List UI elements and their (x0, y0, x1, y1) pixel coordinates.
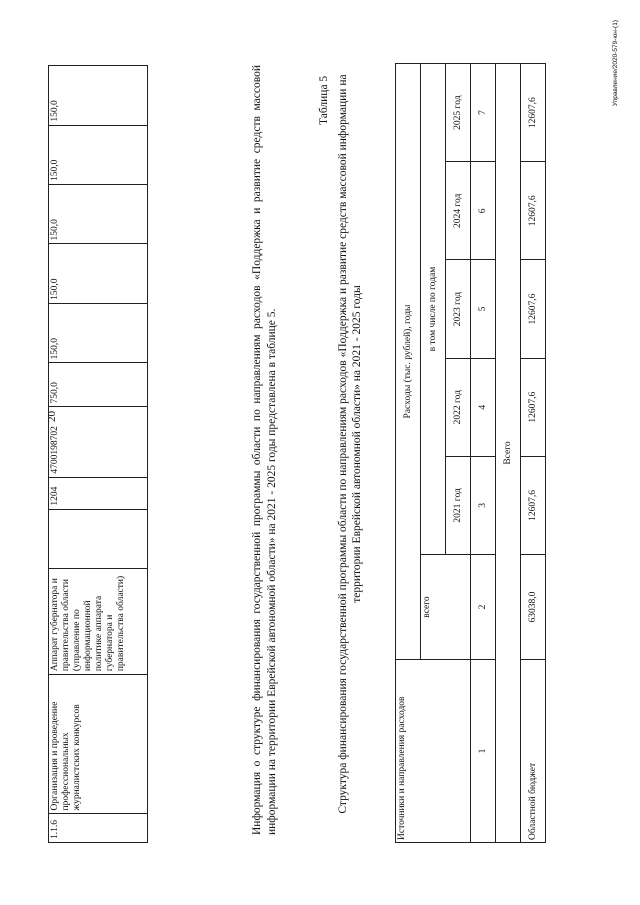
header-sources: Источники и направления расходов (396, 660, 471, 843)
header-year: 2023 год (446, 260, 471, 358)
section-row (496, 64, 521, 843)
col-num: 7 (471, 64, 496, 162)
header-costs: Расходы (тыс. рублей), годы (396, 64, 421, 660)
header-total: всего (421, 555, 471, 660)
row-name (49, 675, 148, 814)
row-label: Областной бюджет (521, 660, 546, 843)
row-total: 750,0 (49, 363, 148, 407)
table-caption: Структура финансирования государственной программы области по направлениям расходов «Поддержка и развитие средств массовой информации на территории Еврейской автономной области» на 2021 - 2025 годы (337, 74, 363, 814)
row-empty-cell (49, 509, 148, 569)
table-label: Таблица 5 (318, 75, 330, 125)
row-executor: Аппарат губернатора и правительства области (управление по информационной политике аппарата губернатора и правительства области) (49, 569, 148, 675)
row-value-2023: 12607,6 (521, 260, 546, 358)
table-row (521, 64, 546, 843)
row-value-total: 63038,0 (521, 555, 546, 660)
header-row (396, 64, 421, 843)
row-2025: 150,0 (49, 66, 148, 126)
row-2023: 150,0 (49, 185, 148, 244)
row-2022: 150,0 (49, 244, 148, 303)
header-year: 2025 год (446, 64, 471, 162)
document-id: Управление/2020-579-юн-(1) (612, 20, 619, 107)
row-code-section: 1204 (49, 477, 148, 509)
info-paragraph: Информация о структуре финансирования государственной программы области по направлениям расходов «Поддержка и развитие средств массовой информации на территории Еврейской автономной области» на 2021 - 2025 годы представлена в таблице 5. (251, 65, 278, 835)
col-num: 4 (471, 358, 496, 456)
header-year: 2024 год (446, 162, 471, 260)
row-2021: 150,0 (49, 303, 148, 362)
section-total-label: Всего (496, 64, 521, 843)
column-numbers-row (471, 64, 496, 843)
page-number: 20 (46, 411, 58, 422)
row-value-2025: 12607,6 (521, 64, 546, 162)
col-num: 5 (471, 260, 496, 358)
row-value-2022: 12607,6 (521, 358, 546, 456)
header-year: 2021 год (446, 456, 471, 554)
row-2024: 150,0 (49, 125, 148, 184)
col-num: 6 (471, 162, 496, 260)
row-value-2021: 12607,6 (521, 456, 546, 554)
header-by-years: в том числе по годам (421, 64, 446, 555)
row-code-target: 4700198702 (49, 407, 148, 477)
row-name-text: Организация и проведение профессиональных журналистских конкурсов (50, 701, 82, 811)
row-number: 1.1.6 (49, 814, 148, 843)
col-num: 3 (471, 456, 496, 554)
row-value-2024: 12607,6 (521, 162, 546, 260)
table-row (49, 66, 148, 843)
financing-table (395, 63, 546, 843)
header-year: 2022 год (446, 358, 471, 456)
col-num: 2 (471, 555, 496, 660)
program-table-continuation (48, 65, 148, 843)
col-num: 1 (471, 660, 496, 843)
